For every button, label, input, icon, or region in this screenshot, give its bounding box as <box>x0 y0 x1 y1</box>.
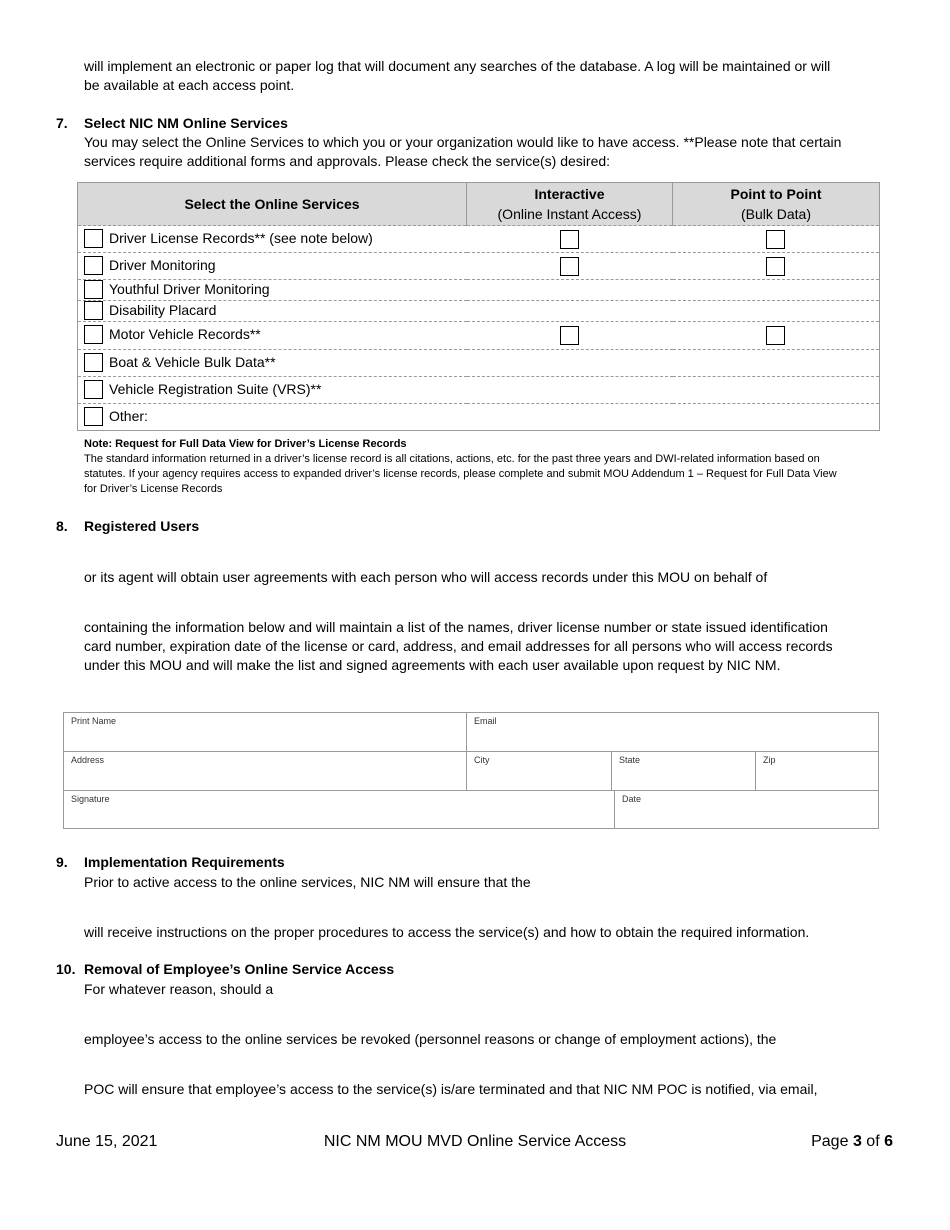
service-checkbox[interactable] <box>84 280 103 299</box>
service-youthful-driver-monitoring: Youthful Driver Monitoring <box>78 280 467 301</box>
section-7-body: You may select the Online Services to which you or your organization would like to have access. **Please note that certain services require additional forms and approvals. Please check the service(s) desired: <box>84 134 842 169</box>
intro-paragraph: will implement an electronic or paper log that will document any searches of the database. A log will be maintained or will be available at each access point. <box>84 58 831 93</box>
service-checkbox[interactable] <box>84 301 103 320</box>
online-services-table <box>77 182 880 431</box>
table-header-row <box>78 183 880 226</box>
service-checkbox[interactable] <box>84 229 103 248</box>
table-row <box>78 301 880 322</box>
signature-label: Signature <box>71 794 110 804</box>
table-row <box>78 404 880 431</box>
zip-field[interactable] <box>756 752 878 791</box>
point-to-point-checkbox[interactable] <box>766 230 785 249</box>
service-disability-placard: Disability Placard <box>78 301 467 322</box>
service-checkbox[interactable] <box>84 325 103 344</box>
section-10-line2: employee’s access to the online services be revoked (personnel reasons or change of employment actions), the <box>84 1031 777 1047</box>
service-driver-monitoring: Driver Monitoring <box>78 253 467 280</box>
section-10-number: 10. <box>56 961 76 977</box>
city-field[interactable] <box>467 752 612 791</box>
header-point-to-point: Point to Point (Bulk Data) <box>673 183 880 226</box>
point-to-point-checkbox[interactable] <box>766 257 785 276</box>
full-data-view-note <box>84 437 844 497</box>
footer-title: NIC NM MOU MVD Online Service Access <box>323 1133 627 1150</box>
interactive-checkbox[interactable] <box>560 257 579 276</box>
table-row <box>78 226 880 253</box>
section-10-title: Removal of Employee’s Online Service Access <box>84 961 395 977</box>
date-label: Date <box>622 794 642 804</box>
table-row <box>78 350 880 377</box>
service-other: Other: <box>78 404 467 431</box>
point-to-point-checkbox[interactable] <box>766 326 785 345</box>
service-driver-license-records: Driver License Records** (see note below) <box>78 226 467 253</box>
section-9-line2: will receive instructions on the proper procedures to access the service(s) and how to obtain the required information. <box>84 924 810 940</box>
service-motor-vehicle-records: Motor Vehicle Records** <box>78 322 467 350</box>
email-field[interactable] <box>467 713 878 752</box>
service-checkbox[interactable] <box>84 407 103 426</box>
service-vehicle-registration-suite: Vehicle Registration Suite (VRS)** <box>78 377 467 404</box>
signature-field[interactable] <box>64 791 615 828</box>
section-8-line1: or its agent will obtain user agreements with each person who will access records under this MOU on behalf of <box>84 569 768 585</box>
registered-user-form <box>63 712 879 829</box>
address-label: Address <box>71 755 105 765</box>
interactive-checkbox[interactable] <box>560 230 579 249</box>
service-boat-vehicle-bulk-data: Boat & Vehicle Bulk Data** <box>78 350 467 377</box>
section-8-number: 8. <box>56 518 68 534</box>
address-field[interactable] <box>64 752 467 791</box>
service-checkbox[interactable] <box>84 380 103 399</box>
section-8-line2: containing the information below and will maintain a list of the names, driver license number or state issued identification card number, expiration date of the license or card, address, and email addresses for all persons who will access records under this MOU and will make the list and signed agreements with each user available upon request by NIC NM. <box>84 619 833 673</box>
state-field[interactable] <box>612 752 756 791</box>
zip-label: Zip <box>763 755 776 765</box>
table-row <box>78 322 880 350</box>
table-row <box>78 280 880 301</box>
section-9-title: Implementation Requirements <box>84 854 285 870</box>
city-label: City <box>474 755 490 765</box>
header-interactive: Interactive (Online Instant Access) <box>467 183 673 226</box>
print-name-field[interactable] <box>64 713 467 752</box>
email-label: Email <box>474 716 497 726</box>
section-9-line1: Prior to active access to the online services, NIC NM will ensure that the <box>84 874 531 890</box>
table-row <box>78 377 880 404</box>
footer-page-number: Page 3 of 6 <box>811 1133 893 1150</box>
section-10-line3: POC will ensure that employee’s access to the service(s) is/are terminated and that NIC NM POC is notified, via email, <box>84 1081 818 1097</box>
note-body: The standard information returned in a driver’s license record is all citations, actions, etc. for the past three years and DWI-related information based on statutes. If your agency requires access to expanded driver’s license records, please complete and submit MOU Addendum 1 – Request for Full Data View for Driver’s License Records <box>84 453 837 495</box>
section-8-title: Registered Users <box>84 518 200 534</box>
section-7-title: Select NIC NM Online Services <box>84 115 288 131</box>
date-field[interactable] <box>615 791 878 828</box>
table-row <box>78 253 880 280</box>
print-name-label: Print Name <box>71 716 117 726</box>
footer-date: June 15, 2021 <box>56 1133 158 1150</box>
note-title: Note: Request for Full Data View for Driver’s License Records <box>84 438 407 450</box>
header-services: Select the Online Services <box>78 183 467 226</box>
service-checkbox[interactable] <box>84 256 103 275</box>
service-checkbox[interactable] <box>84 353 103 372</box>
section-7-number: 7. <box>56 115 68 131</box>
section-10-line1: For whatever reason, should a <box>84 981 274 997</box>
section-9-number: 9. <box>56 854 68 870</box>
state-label: State <box>619 755 641 765</box>
interactive-checkbox[interactable] <box>560 326 579 345</box>
